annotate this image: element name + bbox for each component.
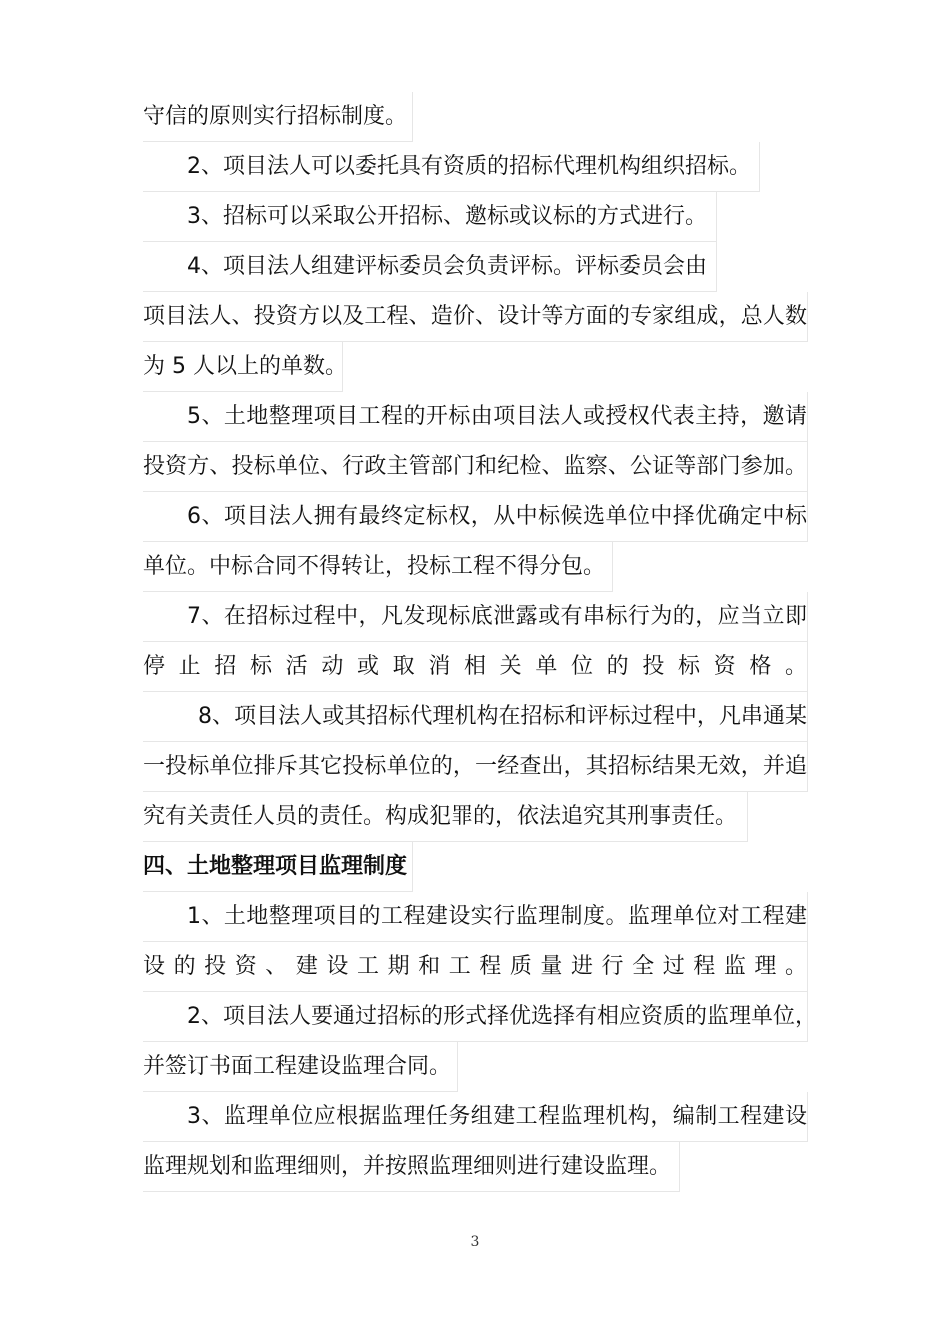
- text-line: [143, 542, 613, 592]
- text-line: [143, 392, 808, 442]
- line-text: 单位。中标合同不得转让，投标工程不得分包。: [143, 554, 606, 579]
- text-line: [143, 442, 808, 492]
- line-text: 并签订书面工程建设监理合同。: [143, 1054, 452, 1079]
- line-text: 监理规划和监理细则，并按照监理细则进行建设监理。: [143, 1154, 672, 1179]
- line-text: 8、项目法人或其招标代理机构在招标和评标过程中，凡串通某: [198, 704, 807, 729]
- line-text: 3、招标可以采取公开招标、邀标或议标的方式进行。: [187, 204, 707, 229]
- line-text: 守信的原则实行招标制度。: [143, 104, 408, 129]
- line-text: 一投标单位排斥其它投标单位的，一经查出，其招标结果无效，并追: [143, 754, 807, 779]
- line-text: 项目法人、投资方以及工程、造价、设计等方面的专家组成，总人数: [143, 304, 807, 329]
- text-line: [143, 942, 808, 992]
- text-line: [143, 1042, 458, 1092]
- text-line: [143, 192, 717, 242]
- text-line: [143, 1142, 680, 1192]
- text-line: [143, 642, 808, 692]
- line-text: 7、在招标过程中，凡发现标底泄露或有串标行为的，应当立即: [187, 604, 807, 629]
- heading-text: 四、土地整理项目监理制度: [143, 854, 408, 879]
- line-text: 2、项目法人要通过招标的形式择优选择有相应资质的监理单位，: [187, 1004, 817, 1029]
- line-text: 3、监理单位应根据监理任务组建工程监理机构，编制工程建设: [187, 1104, 807, 1129]
- line-text: 4、项目法人组建评标委员会负责评标。评标委员会由: [187, 254, 707, 279]
- text-line: [143, 992, 817, 1042]
- text-line: [143, 692, 808, 742]
- line-text: 设的投资、建设工期和工程质量进行全过程监理。: [143, 954, 807, 979]
- line-text: 5、土地整理项目工程的开标由项目法人或授权代表主持，邀请: [187, 404, 807, 429]
- text-line: [143, 292, 808, 342]
- line-text: 究有关责任人员的责任。构成犯罪的，依法追究其刑事责任。: [143, 804, 738, 829]
- page-number: 3: [470, 1234, 480, 1250]
- text-line: [143, 892, 808, 942]
- text-line: [143, 242, 717, 292]
- line-text: 停止招标活动或取消相关单位的投标资格。: [143, 654, 807, 679]
- line-text: 投资方、投标单位、行政主管部门和纪检、监察、公证等部门参加。: [143, 454, 807, 479]
- text-line: [143, 342, 347, 392]
- line-text: 为 5 人以上的单数。: [143, 354, 347, 379]
- text-line: [143, 142, 760, 192]
- section-heading: [143, 842, 413, 892]
- text-line: [143, 592, 808, 642]
- text-line: [143, 792, 748, 842]
- text-line: [143, 92, 413, 142]
- text-line: [143, 1092, 808, 1142]
- text-line: [143, 742, 808, 792]
- line-text: 2、项目法人可以委托具有资质的招标代理机构组织招标。: [187, 154, 751, 179]
- line-text: 1、土地整理项目的工程建设实行监理制度。监理单位对工程建: [187, 904, 807, 929]
- text-line: [143, 492, 808, 542]
- line-text: 6、项目法人拥有最终定标权，从中标候选单位中择优确定中标: [187, 504, 807, 529]
